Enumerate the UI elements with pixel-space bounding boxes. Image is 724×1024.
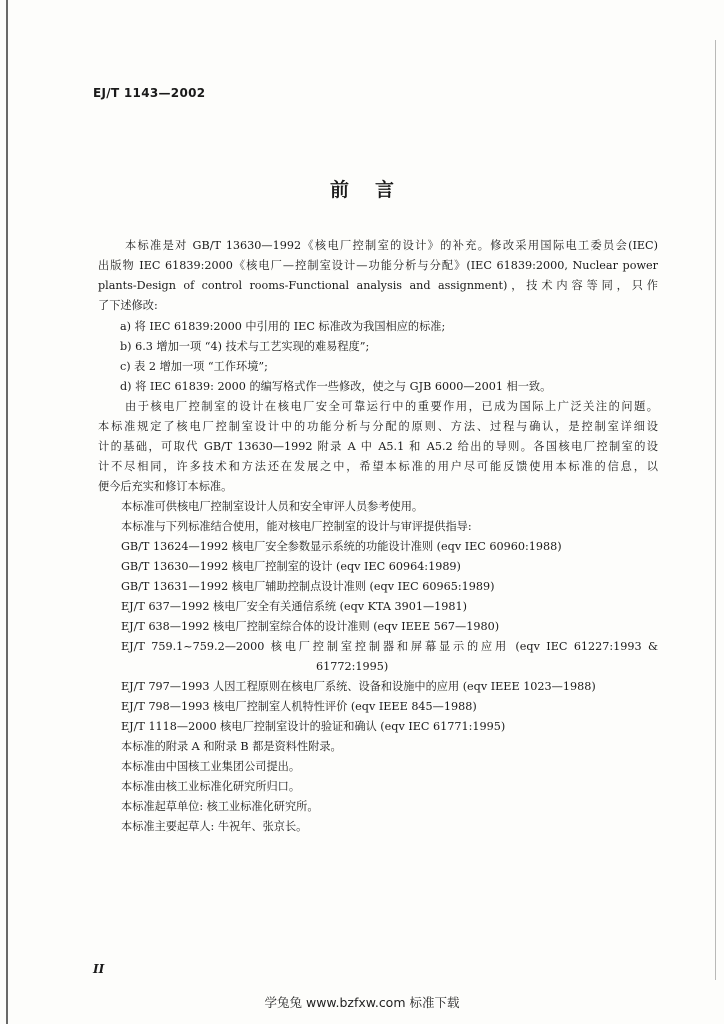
reference-item: GB/T 13630—1992 核电厂控制室的设计 (eqv IEC 60964:1989) xyxy=(121,560,461,573)
paragraph-line: 了下述修改: xyxy=(98,299,158,312)
reference-item: EJ/T 637—1992 核电厂安全有关通信系统 (eqv KTA 3901—1981) xyxy=(121,600,467,613)
list-item: a) 将 IEC 61839:2000 中引用的 IEC 标准改为我国相应的标准; xyxy=(120,320,446,333)
document-code: EJ/T 1143—2002 xyxy=(93,86,206,100)
reference-item: EJ/T 797—1993 人因工程原则在核电厂系统、设备和设施中的应用 (eqv IEEE 1023—1988) xyxy=(121,680,596,693)
closing-line: 本标准的附录 A 和附录 B 都是资料性附录。 xyxy=(121,740,342,753)
closing-line: 本标准由中国核工业集团公司提出。 xyxy=(121,760,301,773)
list-item: c) 表 2 增加一项 “工作环境”; xyxy=(120,360,268,373)
page-title: 前言 xyxy=(329,179,420,201)
reference-item: EJ/T 759.1~759.2—2000 核电厂控制室控制器和屏幕显示的应用 (eqv IEC 61227:1993 & xyxy=(121,640,658,653)
reference-item: EJ/T 798—1993 核电厂控制室人机特性评价 (eqv IEEE 845—1988) xyxy=(121,700,477,713)
paragraph-line: 由于核电厂控制室的设计在核电厂安全可靠运行中的重要作用，已成为国际上广泛关注的问题。 xyxy=(125,400,658,413)
list-item: d) 将 IEC 61839: 2000 的编写格式作一些修改，使之与 GJB 6000—2001 相一致。 xyxy=(120,380,552,393)
footer-watermark-text: 学兔兔 www.bzfxw.com 标准下载 xyxy=(264,995,460,1010)
reference-item: GB/T 13624—1992 核电厂安全参数显示系统的功能设计准则 (eqv IEC 60960:1988) xyxy=(121,540,562,553)
paragraph-line: 本标准是对 GB/T 13630—1992《核电厂控制室的设计》的补充。修改采用国际电工委员会(IEC) xyxy=(125,239,658,252)
paragraph-line: 本标准规定了核电厂控制室设计中的功能分析与分配的原则、方法、过程与确认，是控制室详细设 xyxy=(98,420,658,433)
reference-item: EJ/T 638—1992 核电厂控制室综合体的设计准则 (eqv IEEE 567—1980) xyxy=(121,620,500,633)
closing-line: 本标准主要起草人: 牛祝年、张京长。 xyxy=(121,820,308,833)
scan-edge-left xyxy=(6,0,8,1024)
paragraph-line: 计的基础，可取代 GB/T 13630—1992 附录 A 中 A5.1 和 A5.2 给出的导则。各国核电厂控制室的设 xyxy=(98,440,658,453)
closing-line: 本标准起草单位: 核工业标准化研究所。 xyxy=(121,800,319,813)
closing-line: 本标准由核工业标准化研究所归口。 xyxy=(121,780,301,793)
paragraph-line: 计不尽相同，许多技术和方法还在发展之中，希望本标准的用户尽可能反馈使用本标准的信息，以 xyxy=(98,460,658,473)
page-number: II xyxy=(93,962,105,976)
paragraph-line: 便今后充实和修订本标准。 xyxy=(98,480,233,493)
list-item: b) 6.3 增加一项 “4) 技术与工艺实现的难易程度”; xyxy=(120,340,370,353)
reference-item: GB/T 13631—1992 核电厂辅助控制点设计准则 (eqv IEC 60965:1989) xyxy=(121,580,495,593)
paragraph-line: 本标准与下列标准结合使用，能对核电厂控制室的设计与审评提供指导: xyxy=(121,520,472,533)
paragraph-line: 出版物 IEC 61839:2000《核电厂—控制室设计—功能分析与分配》(IEC 61839:2000, Nuclear power xyxy=(98,259,658,272)
paragraph-line: 本标准可供核电厂控制室设计人员和安全审评人员参考使用。 xyxy=(121,500,424,513)
reference-item: EJ/T 1118—2000 核电厂控制室设计的验证和确认 (eqv IEC 61771:1995) xyxy=(121,720,506,733)
reference-item-continued: 61772:1995) xyxy=(316,660,389,673)
paragraph-line: plants-Design of control rooms-Functional analysis and assignment)，技术内容等同，只作 xyxy=(98,279,658,292)
